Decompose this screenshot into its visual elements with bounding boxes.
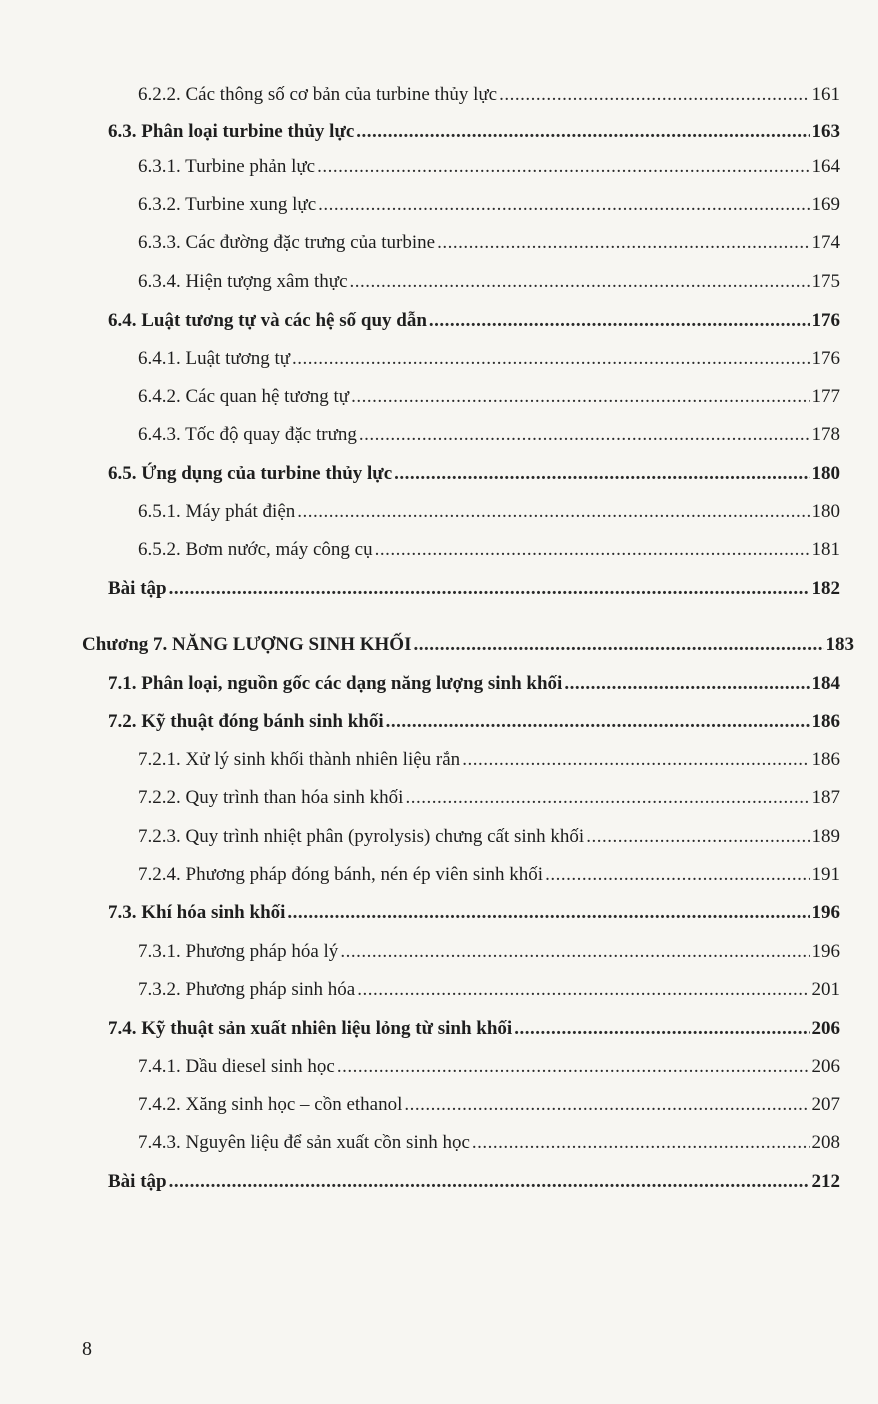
dot-leader bbox=[317, 155, 809, 179]
dot-leader bbox=[375, 538, 810, 562]
toc-entry[interactable] bbox=[138, 193, 840, 217]
dot-leader bbox=[351, 385, 809, 409]
dot-leader bbox=[386, 710, 810, 734]
dot-leader bbox=[169, 577, 810, 601]
toc-entry-title: 7.2.3. Quy trình nhiệt phân (pyrolysis) chưng cất sinh khối bbox=[138, 826, 585, 847]
dot-leader bbox=[287, 901, 809, 925]
dot-leader bbox=[564, 672, 809, 696]
dot-leader bbox=[318, 193, 809, 217]
toc-entry[interactable] bbox=[108, 120, 840, 144]
dot-leader bbox=[359, 423, 810, 447]
toc-entry-page: 175 bbox=[811, 271, 840, 292]
page-number: 8 bbox=[82, 1338, 92, 1360]
dot-leader bbox=[404, 1093, 809, 1117]
toc-entry-page: 182 bbox=[811, 578, 840, 599]
toc-entry[interactable] bbox=[138, 748, 840, 772]
toc-entry-page: 201 bbox=[811, 979, 840, 1000]
toc-entry-title: 7.1. Phân loại, nguồn gốc các dạng năng lượng sinh khối bbox=[108, 673, 563, 694]
toc-entry[interactable] bbox=[108, 577, 840, 601]
toc-entry[interactable] bbox=[138, 385, 840, 409]
toc-entry-page: 196 bbox=[811, 941, 840, 962]
toc-entry-page: 212 bbox=[811, 1171, 840, 1192]
toc-entry[interactable] bbox=[138, 347, 840, 371]
dot-leader bbox=[405, 786, 809, 810]
toc-entry-title: 7.4. Kỹ thuật sản xuất nhiên liệu lỏng từ sinh khối bbox=[108, 1018, 513, 1039]
toc-entry-title: 6.5.2. Bơm nước, máy công cụ bbox=[138, 539, 373, 560]
toc-entry-page: 169 bbox=[811, 194, 840, 215]
toc-entry-page: 191 bbox=[811, 864, 840, 885]
toc-entry-title: 6.3.2. Turbine xung lực bbox=[138, 194, 317, 215]
dot-leader bbox=[356, 120, 809, 144]
dot-leader bbox=[545, 863, 809, 887]
toc-entry[interactable] bbox=[108, 1017, 840, 1041]
toc-entry[interactable] bbox=[138, 978, 840, 1002]
toc-entry[interactable] bbox=[138, 423, 840, 447]
toc-entry[interactable] bbox=[138, 825, 840, 849]
toc-entry-title: 7.4.3. Nguyên liệu để sản xuất cồn sinh học bbox=[138, 1132, 470, 1153]
toc-entry-page: 176 bbox=[811, 310, 840, 331]
dot-leader bbox=[462, 748, 809, 772]
toc-entry[interactable] bbox=[108, 1170, 840, 1194]
toc-entry-title: 7.3. Khí hóa sinh khối bbox=[108, 902, 286, 923]
toc-entry-page: 186 bbox=[811, 749, 840, 770]
toc-entry-page: 187 bbox=[811, 787, 840, 808]
toc-entry[interactable] bbox=[138, 538, 840, 562]
toc-entry[interactable] bbox=[138, 270, 840, 294]
toc-entry[interactable] bbox=[138, 83, 840, 107]
toc-entry-page: 164 bbox=[811, 156, 840, 177]
dot-leader bbox=[340, 940, 809, 964]
toc-entry[interactable] bbox=[108, 462, 840, 486]
dot-leader bbox=[437, 231, 809, 255]
dot-leader bbox=[414, 633, 824, 657]
dot-leader bbox=[472, 1131, 810, 1155]
toc-entry[interactable] bbox=[138, 1093, 840, 1117]
toc-entry-title: 7.2.2. Quy trình than hóa sinh khối bbox=[138, 787, 404, 808]
toc-entry-title: 6.3.3. Các đường đặc trưng của turbine bbox=[138, 232, 436, 253]
toc-entry-title: 7.2. Kỹ thuật đóng bánh sinh khối bbox=[108, 711, 384, 732]
toc-entry-title: Chương 7. NĂNG LƯỢNG SINH KHỐI bbox=[82, 634, 412, 655]
toc-entry-page: 163 bbox=[811, 121, 840, 142]
toc-entry-title: 6.5. Ứng dụng của turbine thủy lực bbox=[108, 463, 393, 484]
dot-leader bbox=[292, 347, 809, 371]
toc-entry-title: 6.2.2. Các thông số cơ bản của turbine thủy lực bbox=[138, 84, 498, 105]
toc-entry-page: 196 bbox=[811, 902, 840, 923]
toc-entry[interactable] bbox=[108, 309, 840, 333]
dot-leader bbox=[297, 500, 809, 524]
toc-entry-title: 7.3.1. Phương pháp hóa lý bbox=[138, 941, 339, 962]
toc-entry-title: 6.5.1. Máy phát điện bbox=[138, 501, 296, 522]
dot-leader bbox=[350, 270, 810, 294]
toc-entry-title: 6.3. Phân loại turbine thủy lực bbox=[108, 121, 355, 142]
toc-entry-page: 206 bbox=[811, 1018, 840, 1039]
toc-chapter-entry[interactable] bbox=[82, 633, 854, 657]
toc-entry-page: 186 bbox=[811, 711, 840, 732]
toc-entry-page: 161 bbox=[811, 84, 840, 105]
toc-entry-title: 6.4.3. Tốc độ quay đặc trưng bbox=[138, 424, 357, 445]
toc-entry-page: 206 bbox=[811, 1056, 840, 1077]
toc-entry-page: 207 bbox=[811, 1094, 840, 1115]
toc-entry-page: 180 bbox=[811, 501, 840, 522]
dot-leader bbox=[357, 978, 809, 1002]
toc-entry[interactable] bbox=[138, 500, 840, 524]
toc-entry-title: 7.2.1. Xử lý sinh khối thành nhiên liệu rắn bbox=[138, 749, 461, 770]
toc-entry-page: 189 bbox=[811, 826, 840, 847]
dot-leader bbox=[499, 83, 809, 107]
toc-entry-page: 176 bbox=[811, 348, 840, 369]
toc-entry[interactable] bbox=[108, 672, 840, 696]
toc-entry-title: 7.4.2. Xăng sinh học – cồn ethanol bbox=[138, 1094, 403, 1115]
dot-leader bbox=[394, 462, 809, 486]
toc-entry-title: 7.3.2. Phương pháp sinh hóa bbox=[138, 979, 356, 1000]
toc-entry-title: 6.4.1. Luật tương tự bbox=[138, 348, 291, 369]
toc-entry[interactable] bbox=[138, 1055, 840, 1079]
toc-entry-page: 174 bbox=[811, 232, 840, 253]
toc-entry-title: 6.3.1. Turbine phản lực bbox=[138, 156, 316, 177]
dot-leader bbox=[514, 1017, 809, 1041]
dot-leader bbox=[337, 1055, 810, 1079]
toc-entry-title: 7.2.4. Phương pháp đóng bánh, nén ép viên sinh khối bbox=[138, 864, 544, 885]
toc-entry-page: 181 bbox=[811, 539, 840, 560]
dot-leader bbox=[586, 825, 809, 849]
toc-entry[interactable] bbox=[138, 940, 840, 964]
toc-entry-title: 6.4.2. Các quan hệ tương tự bbox=[138, 386, 350, 407]
toc-entry-title: 6.4. Luật tương tự và các hệ số quy dẫn bbox=[108, 310, 427, 331]
toc-entry[interactable] bbox=[108, 710, 840, 734]
toc-entry-page: 183 bbox=[825, 634, 854, 655]
dot-leader bbox=[169, 1170, 810, 1194]
dot-leader bbox=[429, 309, 810, 333]
toc-entry-title: Bài tập bbox=[108, 1171, 167, 1192]
toc-entry[interactable] bbox=[138, 155, 840, 179]
toc-entry-page: 180 bbox=[811, 463, 840, 484]
toc-entry-page: 208 bbox=[811, 1132, 840, 1153]
toc-entry-page: 184 bbox=[811, 673, 840, 694]
toc-entry-title: Bài tập bbox=[108, 578, 167, 599]
toc-entry[interactable] bbox=[138, 231, 840, 255]
toc-entry[interactable] bbox=[138, 786, 840, 810]
toc-entry[interactable] bbox=[138, 1131, 840, 1155]
toc-entry-title: 7.4.1. Dầu diesel sinh học bbox=[138, 1056, 335, 1077]
toc-entry-title: 6.3.4. Hiện tượng xâm thực bbox=[138, 271, 348, 292]
toc-entry[interactable] bbox=[138, 863, 840, 887]
toc-entry-page: 177 bbox=[811, 386, 840, 407]
toc-entry[interactable] bbox=[108, 901, 840, 925]
toc-entry-page: 178 bbox=[811, 424, 840, 445]
